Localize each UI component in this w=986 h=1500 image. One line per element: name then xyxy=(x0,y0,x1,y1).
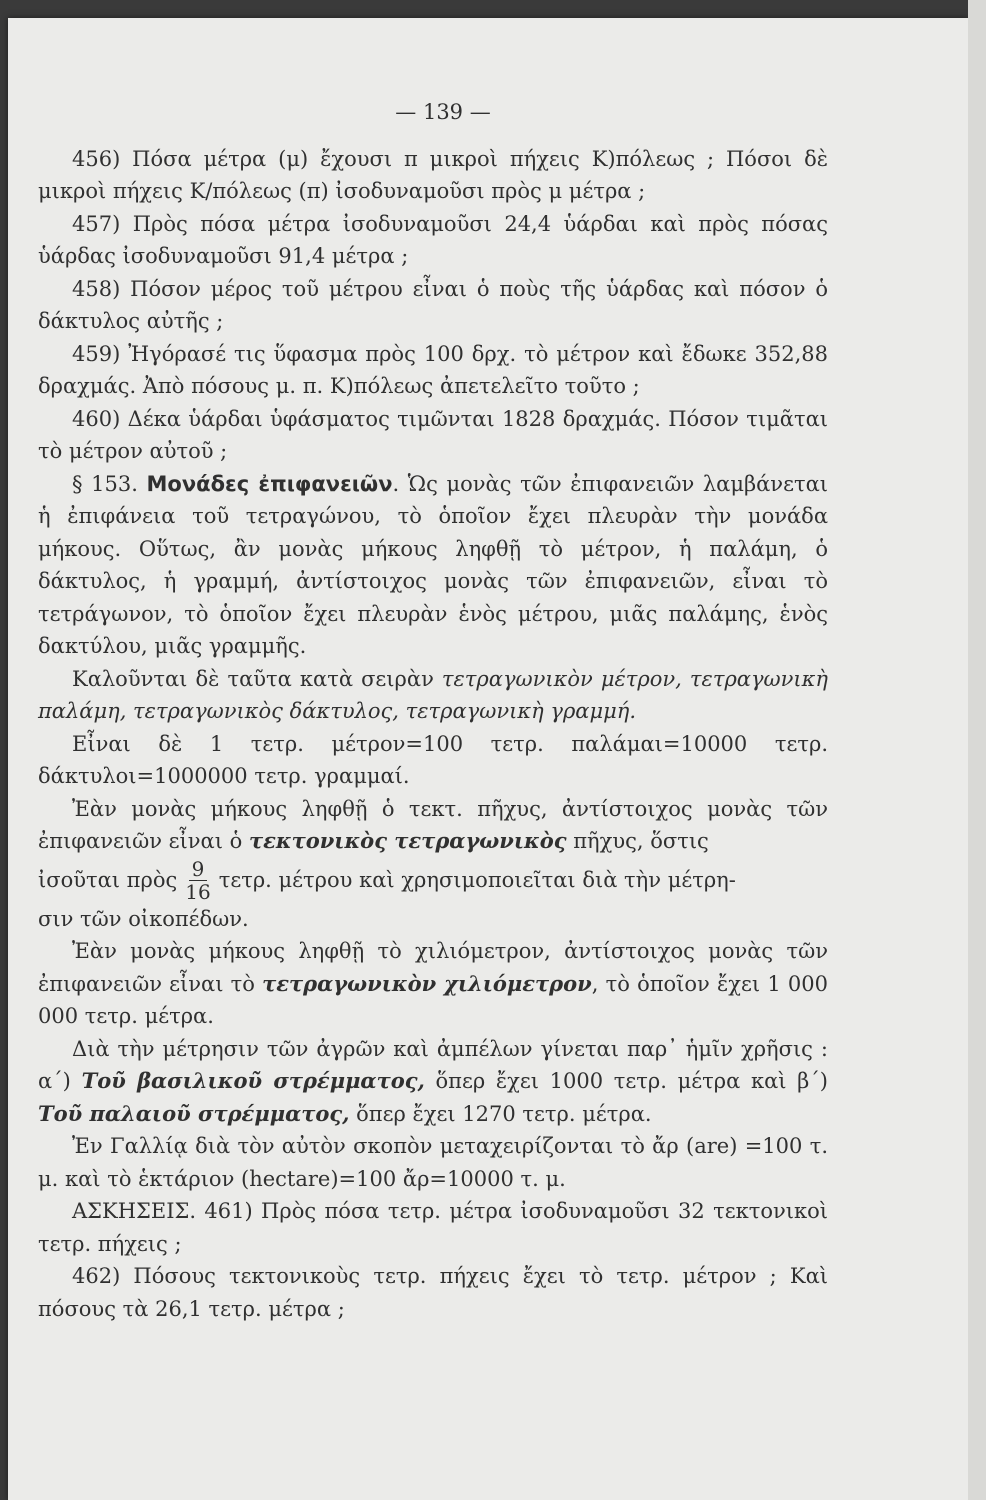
fraction-numerator: 9 xyxy=(189,858,208,881)
stremma-paragraph xyxy=(38,1033,828,1131)
unit-names-prefix: Καλοῦνται δὲ ταῦτα κατὰ σειρὰν xyxy=(72,666,442,691)
france-paragraph: Ἐν Γαλλίᾳ διὰ τὸν αὐτὸν σκοπὸν μεταχειρίζονται τὸ ἄρ (are) =100 τ. μ. καὶ τὸ ἑκτάριον (hectare)=100 ἄρ=10000 τ. μ. xyxy=(38,1134,828,1191)
exercise-459: 459) Ἠγόρασέ τις ὕφασμα πρὸς 100 δρχ. τὸ μέτρον καὶ ἔδωκε 352,88 δραχμάς. Ἀπὸ πόσους μ. π. Κ)πόλεως ἀπετελεῖτο τοῦτο ; xyxy=(38,341,828,398)
pechys-text-e: σιν τῶν οἰκοπέδων. xyxy=(38,906,249,931)
pechys-term: τεκτονικὸς τετραγωνικὸς xyxy=(248,828,567,853)
fraction-line xyxy=(38,858,828,903)
exercise-458: 458) Πόσον μέρος τοῦ μέτρου εἶναι ὁ ποὺς τῆς ὑάρδας καὶ πόσον ὁ δάκτυλος αὐτῆς ; xyxy=(38,276,828,333)
old-stremma-term: Τοῦ παλαιοῦ στρέμματος, xyxy=(38,1100,350,1126)
pechys-text-a: Ἐὰν μονὰς μήκους ληφθῇ ὁ τεκτ. πῆχυς, ἀντίστοιχος μονὰς τῶν ἐπιφανειῶν εἶναι ὁ xyxy=(38,796,828,853)
pechys-text-b: πῆχυς, ὅστις xyxy=(566,829,709,853)
pechys-text-d: τετρ. μέτρου καὶ χρησιμοποιεῖται διὰ τὴν μέτρη- xyxy=(218,867,736,892)
km-text-a: Ἐὰν μονὰς μήκους ληφθῇ τὸ χιλιόμετρον, ἀντίστοιχος μονὰς τῶν ἐπιφανειῶν εἶναι τὸ xyxy=(38,939,828,996)
km-text-b: , τὸ ὁποῖον ἔχει 1 000 000 τετρ. μέτρα. xyxy=(38,971,828,1028)
fraction-denominator: 16 xyxy=(185,879,211,904)
unit-names-italic: τετραγωνικὸν μέτρον, τετραγωνικὴ παλάμη, τετραγωνικὸς δάκτυλος, τετραγωνικὴ γραμμή. xyxy=(38,666,828,723)
page-number: — 139 — xyxy=(395,100,491,124)
stremma-text-b: ὅπερ ἔχει 1000 τετρ. μέτρα καὶ β΄) xyxy=(424,1069,828,1093)
exercise-460: 460) Δέκα ὑάρδαι ὑφάσματος τιμῶνται 1828 δραχμάς. Πόσον τιμᾶται τὸ μέτρον αὐτοῦ ; xyxy=(38,406,828,463)
royal-stremma-term: Τοῦ βασιλικοῦ στρέμματος, xyxy=(81,1068,425,1093)
km-term: τετραγωνικὸν χιλιόμετρον xyxy=(262,970,592,996)
fraction-9-16 xyxy=(185,858,210,903)
exercise-461: ΑΣΚΗΣΕΙΣ. 461) Πρὸς πόσα τετρ. μέτρα ἰσοδυναμοῦσι 32 τεκτονικοὶ τετρ. πήχεις ; xyxy=(38,1199,828,1256)
equivalence-paragraph: Εἶναι δὲ 1 τετρ. μέτρον=100 τετρ. παλάμαι=10000 τετρ. δάκτυλοι=1000000 τετρ. γραμμαί. xyxy=(38,731,828,788)
pechys-paragraph xyxy=(38,793,828,858)
page-text xyxy=(38,96,828,1325)
section-153 xyxy=(38,468,828,663)
exercise-456: 456) Πόσα μέτρα (μ) ἔχουσι π μικροὶ πήχεις Κ)πόλεως ; Πόσοι δὲ μικροὶ πήχεις Κ/πόλεως (π) ἰσοδυναμοῦσι πρὸς μ μέτρα ; xyxy=(38,146,828,203)
page-edge xyxy=(968,0,986,1500)
section-heading: Μονάδες ἐπιφανειῶν xyxy=(146,471,393,496)
stremma-text-a: Διὰ τὴν μέτρησιν τῶν ἀγρῶν καὶ ἀμπέλων γίνεται παρ᾽ ἡμῖν χρῆσις : α΄) xyxy=(38,1036,828,1093)
section-body: . Ὡς μονὰς τῶν ἐπιφανειῶν λαμβάνεται ἡ ἐπιφάνεια τοῦ τετραγώνου, τὸ ὁποῖον ἔχει πλευρὰν τὴν μονάδα μήκους. Οὕτως, ἂν μονὰς μήκους ληφθῇ τὸ μέτρον, ἡ παλάμη, ὁ δάκτυλος, ἡ γραμμή, ἀντίστοιχος μονὰς τῶν ἐπιφανειῶν, εἶναι τὸ τετράγωνον, τὸ ὁποῖον ἔχει πλευρὰν ἑνὸς μέτρου, μιᾶς παλάμης, ἑνὸς δακτύλου, μιᾶς γραμμῆς. xyxy=(38,471,828,658)
kilometre-paragraph xyxy=(38,935,828,1033)
exercise-457: 457) Πρὸς πόσα μέτρα ἰσοδυναμοῦσι 24,4 ὑάρδαι καὶ πρὸς πόσας ὑάρδας ἰσοδυναμοῦσι 91,4 μέτρα ; xyxy=(38,211,828,268)
stremma-text-c: ὅπερ ἔχει 1270 τετρ. μέτρα. xyxy=(349,1101,652,1126)
pechys-text-c: ἰσοῦται πρὸς xyxy=(38,867,178,892)
section-number: § 153. xyxy=(72,471,147,496)
book-page xyxy=(8,18,968,1500)
exercise-462: 462) Πόσους τεκτονικοὺς τετρ. πήχεις ἔχει τὸ τετρ. μέτρον ; Καὶ πόσους τὰ 26,1 τετρ. μέτρα ; xyxy=(38,1264,828,1321)
unit-names-paragraph xyxy=(38,663,828,728)
